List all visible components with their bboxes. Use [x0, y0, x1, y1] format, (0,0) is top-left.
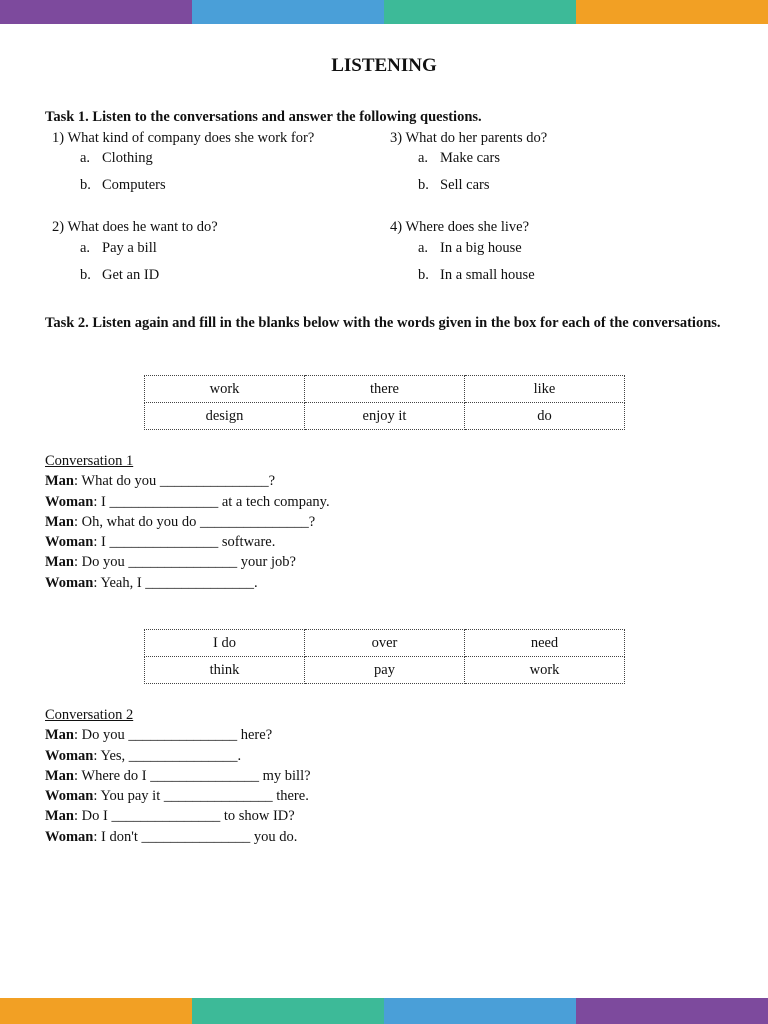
- speaker: Man: [45, 767, 74, 784]
- q1-option-a-letter: a.: [80, 150, 91, 166]
- speaker: Man: [45, 808, 74, 825]
- word-cell: do: [465, 403, 625, 430]
- q4-option-a: In a big house: [440, 240, 522, 256]
- dialogue-text: : Where do I _______________ my bill?: [74, 767, 311, 784]
- dialogue-text: : Yes, _______________.: [93, 747, 242, 764]
- word-cell: like: [465, 376, 625, 403]
- dialogue-text: : Do you _______________ your job?: [74, 554, 296, 571]
- q3-option-b-letter: b.: [418, 177, 429, 193]
- speaker: Woman: [45, 574, 94, 591]
- speaker: Woman: [45, 534, 94, 551]
- word-cell: pay: [305, 657, 465, 684]
- word-cell: work: [465, 657, 625, 684]
- speaker: Woman: [45, 788, 94, 805]
- word-cell: design: [145, 403, 305, 430]
- conversation-1: [45, 451, 330, 593]
- q2-option-b: Get an ID: [102, 267, 160, 283]
- dialogue-line: [45, 512, 330, 532]
- conversation-1-heading: Conversation 1: [45, 453, 134, 469]
- word-box-row: [145, 376, 625, 403]
- word-box-1: [144, 375, 625, 430]
- word-cell: there: [305, 376, 465, 403]
- dialogue-line: [45, 471, 330, 491]
- bar-segment-orange: [0, 998, 192, 1024]
- speaker: Man: [45, 727, 74, 744]
- bottom-color-bar: [0, 998, 768, 1024]
- word-cell: work: [145, 376, 305, 403]
- dialogue-text: : Yeah, I _______________.: [93, 574, 258, 591]
- word-box-row: [145, 657, 625, 684]
- dialogue-text: : I don't _______________ you do.: [93, 828, 298, 845]
- q1-option-b: Computers: [102, 177, 166, 193]
- dialogue-text: : Do you _______________ here?: [74, 727, 273, 744]
- word-cell: think: [145, 657, 305, 684]
- question-2: 2) What does he want to do?: [52, 219, 218, 235]
- question-3: 3) What do her parents do?: [390, 130, 548, 146]
- top-color-bar: [0, 0, 768, 24]
- q1-option-a: Clothing: [102, 150, 153, 166]
- word-cell: over: [305, 630, 465, 657]
- bar-segment-teal: [192, 998, 384, 1024]
- dialogue-text: : I _______________ software.: [93, 534, 276, 551]
- conversation-2-heading: Conversation 2: [45, 707, 134, 723]
- speaker: Man: [45, 554, 74, 571]
- speaker: Woman: [45, 747, 94, 764]
- speaker: Man: [45, 513, 74, 530]
- dialogue-line: [45, 492, 330, 512]
- q2-option-a-letter: a.: [80, 240, 91, 256]
- word-cell: I do: [145, 630, 305, 657]
- word-box-row: [145, 630, 625, 657]
- task2-heading: Task 2. Listen again and fill in the blanks below with the words given in the box for each of the conversations.: [45, 315, 721, 331]
- question-1: 1) What kind of company does she work for?: [52, 130, 315, 146]
- dialogue-line: [45, 532, 330, 552]
- dialogue-line: [45, 806, 311, 826]
- question-4: 4) Where does she live?: [390, 219, 530, 235]
- bar-segment-orange: [576, 0, 768, 24]
- q2-option-a: Pay a bill: [102, 240, 157, 256]
- bar-segment-purple: [576, 998, 768, 1024]
- dialogue-line: [45, 725, 311, 745]
- q1-option-b-letter: b.: [80, 177, 91, 193]
- q4-option-a-letter: a.: [418, 240, 429, 256]
- dialogue-text: : I _______________ at a tech company.: [93, 493, 330, 510]
- q3-option-a: Make cars: [440, 150, 500, 166]
- task1-heading: Task 1. Listen to the conversations and answer the following questions.: [45, 109, 482, 125]
- word-cell: enjoy it: [305, 403, 465, 430]
- dialogue-line: [45, 766, 311, 786]
- q2-option-b-letter: b.: [80, 267, 91, 283]
- q3-option-a-letter: a.: [418, 150, 429, 166]
- q4-option-b: In a small house: [440, 267, 535, 283]
- word-cell: need: [465, 630, 625, 657]
- bar-segment-teal: [384, 0, 576, 24]
- dialogue-text: : What do you _______________?: [74, 473, 276, 490]
- dialogue-line: [45, 552, 330, 572]
- word-box-2: [144, 629, 625, 684]
- speaker: Man: [45, 473, 74, 490]
- q3-option-b: Sell cars: [440, 177, 490, 193]
- bar-segment-blue: [192, 0, 384, 24]
- dialogue-line: [45, 786, 311, 806]
- dialogue-line: [45, 746, 311, 766]
- speaker: Woman: [45, 493, 94, 510]
- conversation-2: [45, 705, 311, 847]
- bar-segment-purple: [0, 0, 192, 24]
- speaker: Woman: [45, 828, 94, 845]
- dialogue-text: : You pay it _______________ there.: [93, 788, 309, 805]
- dialogue-text: : Do I _______________ to show ID?: [74, 808, 295, 825]
- page-title: LISTENING: [331, 55, 437, 76]
- dialogue-line: [45, 573, 330, 593]
- bar-segment-blue: [384, 998, 576, 1024]
- word-box-row: [145, 403, 625, 430]
- q4-option-b-letter: b.: [418, 267, 429, 283]
- dialogue-line: [45, 827, 311, 847]
- dialogue-text: : Oh, what do you do _______________?: [74, 513, 316, 530]
